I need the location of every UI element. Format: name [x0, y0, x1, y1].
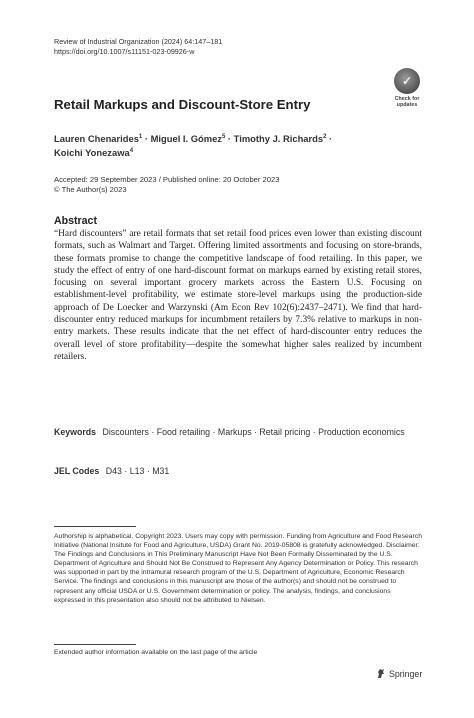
author-name[interactable]: Koichi Yonezawa [54, 147, 130, 159]
extended-author-info: Extended author information available on the last page of the article [54, 649, 258, 656]
author-separator: · [142, 133, 151, 145]
author-name[interactable]: Miguel I. Gómez [150, 133, 222, 145]
footnote-text: Authorship is alphabetical. Copyright 2023. Users may copy with permission. Funding from Agriculture and Food Research Initiative (National Insitute for Food and Agriculture, USDA) Grant No. 2019-05808 is gratefully acknowledged. Disclaimer: The Findings and Conclusions in This Preliminary Manuscript Have Not Been Formally Disseminated by the U.S. Department of Agriculture and Should Not Be Construed to Represent Any Agency Determination or Policy. This research was supported in part by the intramural research program of the U.S. Department of Agriculture, Economic Research Service. The findings and conclusions in this manuscript are those of the author(s) and should not be construed to represent any official USDA or U.S. Government determination or policy. The analysis, findings, and conclusions expressed in this presentation also should not be attributed to Nielsen. [54, 533, 422, 604]
abstract-text: “Hard discounters” are retail formats that set retail food prices even lower than existing discount formats, such as Walmart and Target. Offering limited assortments and focusing on store-brands, these formats promise to change the competitive landscape of food retailing. In this paper, we study the effect of entry of one hard-discount format on markups earned by existing retail stores, focusing on several important grocery markets across the Eastern U.S. Focusing on establishment-level profitability, we estimate store-level markups using the production-side approach of De Loecker and Warzynski (Am Econ Rev 102(6):2437–2471). We find that hard-discounter entry reduced markups for incumbment retailers by 7.3% relative to markups in non-entry markets. These results indicate that the net effect of hard-discounter entry reduces the overall level of store profitability—despite the somewhat higher sales realized by incumbent retailers. [54, 229, 422, 362]
author-affiliation: 1 [138, 134, 143, 140]
author-affiliation: 4 [129, 148, 134, 155]
check-for-updates-badge[interactable] [391, 68, 423, 112]
extended-info-divider [54, 644, 136, 645]
author-separator: · [326, 133, 333, 145]
journal-header [54, 37, 222, 57]
author-affiliation: 2 [323, 134, 327, 140]
publication-dates [54, 175, 279, 195]
publisher-name: Springer [389, 668, 423, 679]
springer-horse-icon [376, 668, 386, 679]
badge-line2: updates [396, 102, 418, 108]
author-list [54, 131, 374, 159]
accepted-published-date: Accepted: 29 September 2023 / Published online: 20 October 2023 [54, 175, 280, 184]
jel-codes-section [54, 466, 169, 476]
journal-citation: Review of Industrial Organization (2024) 64:147–181 [54, 37, 223, 46]
footnote-divider [54, 526, 136, 527]
keywords-text: Discounters · Food retailing · Markups · Retail pricing · Production economics [102, 427, 405, 437]
author-affiliation: 5 [221, 134, 226, 140]
badge-line1: Check for [394, 96, 420, 102]
jel-label: JEL Codes [54, 466, 100, 476]
doi-link[interactable]: https://doi.org/10.1007/s11151-023-09926-w [54, 47, 195, 56]
article-title: Retail Markups and Discount-Store Entry [54, 97, 311, 112]
check-for-updates-icon: ✓ [394, 68, 420, 94]
author-name[interactable]: Timothy J. Richards [233, 133, 324, 145]
keywords-section [54, 427, 424, 439]
copyright-line: © The Author(s) 2023 [54, 185, 127, 194]
publisher-logo [376, 668, 422, 679]
keywords-label: Keywords [54, 427, 97, 437]
author-name[interactable]: Lauren Chenarides [54, 133, 139, 145]
abstract-heading: Abstract [54, 215, 97, 227]
author-separator: · [225, 133, 234, 145]
jel-codes: D43 · L13 · M31 [105, 466, 170, 476]
